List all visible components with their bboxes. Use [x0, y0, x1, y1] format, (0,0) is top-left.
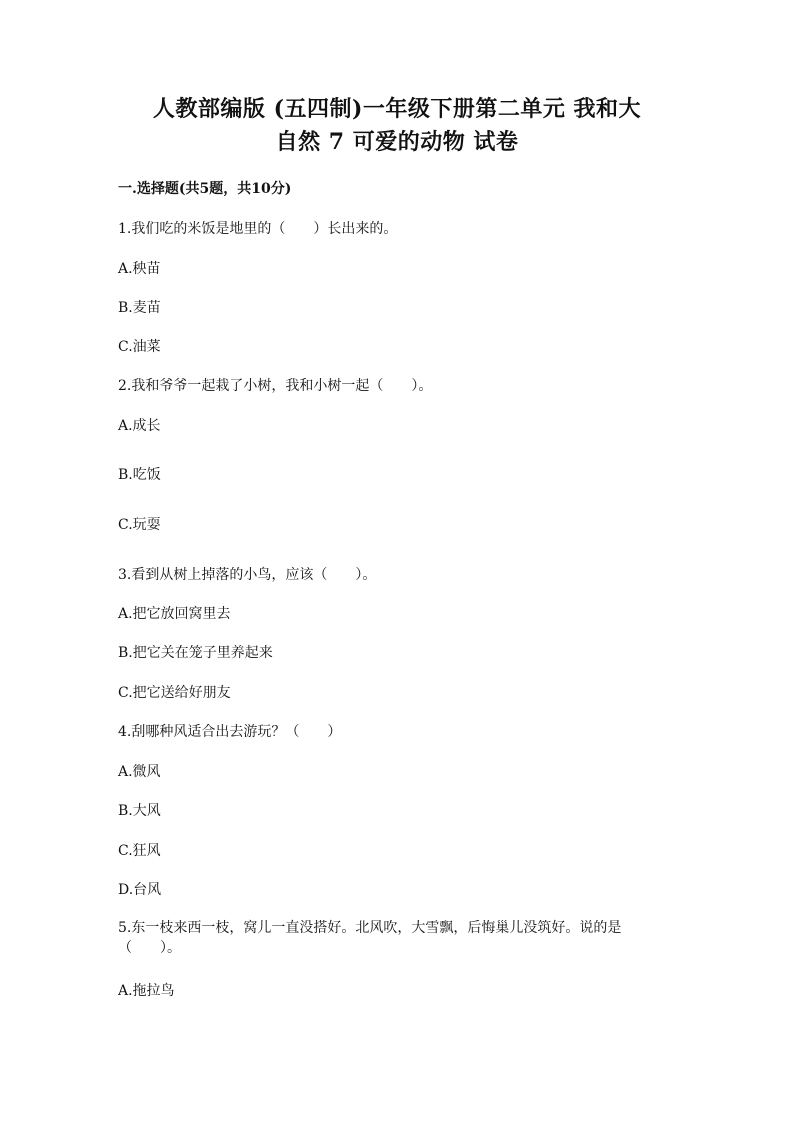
question-4-option-b: B.大风 — [118, 803, 161, 819]
question-stem-2: 2.我和爷爷一起栽了小树，我和小树一起（ ）。 — [118, 378, 433, 394]
question-3-option-b: B.把它关在笼子里养起来 — [118, 645, 273, 661]
question-stem-1: 1.我们吃的米饭是地里的（ ）长出来的。 — [118, 221, 398, 237]
section-heading: 一.选择题(共5题，共10分) — [118, 181, 292, 197]
question-stem-5: 5.东一枝来西一枝，窝儿一直没搭好。北风吹，大雪飘，后悔巢儿没筑好。说的是（ ）。 — [118, 920, 622, 956]
question-4-option-a: A.微风 — [118, 764, 161, 780]
question-stem-4: 4.刮哪种风适合出去游玩？（ ） — [118, 724, 342, 740]
question-1-option-c: C.油菜 — [118, 339, 161, 355]
title-line-1: 人教部编版 (五四制)一年级下册第二单元 我和大 — [152, 96, 642, 122]
question-2-option-c: C.玩耍 — [118, 517, 161, 533]
question-4-option-d: D.台风 — [118, 882, 162, 898]
question-4-option-c: C.狂风 — [118, 843, 161, 859]
title-line-2: 自然 7 可爱的动物 试卷 — [275, 129, 519, 155]
page-title — [100, 93, 694, 159]
question-1-option-a: A.秧苗 — [118, 261, 161, 277]
question-stem-3: 3.看到从树上掉落的小鸟，应该（ ）。 — [118, 567, 377, 583]
question-5-option-a: A.拖拉鸟 — [118, 983, 175, 999]
question-2-option-b: B.吃饭 — [118, 467, 161, 483]
question-2-option-a: A.成长 — [118, 418, 161, 434]
question-1-option-b: B.麦苗 — [118, 300, 161, 316]
question-3-option-a: A.把它放回窝里去 — [118, 606, 231, 622]
question-3-option-c: C.把它送给好朋友 — [118, 685, 231, 701]
